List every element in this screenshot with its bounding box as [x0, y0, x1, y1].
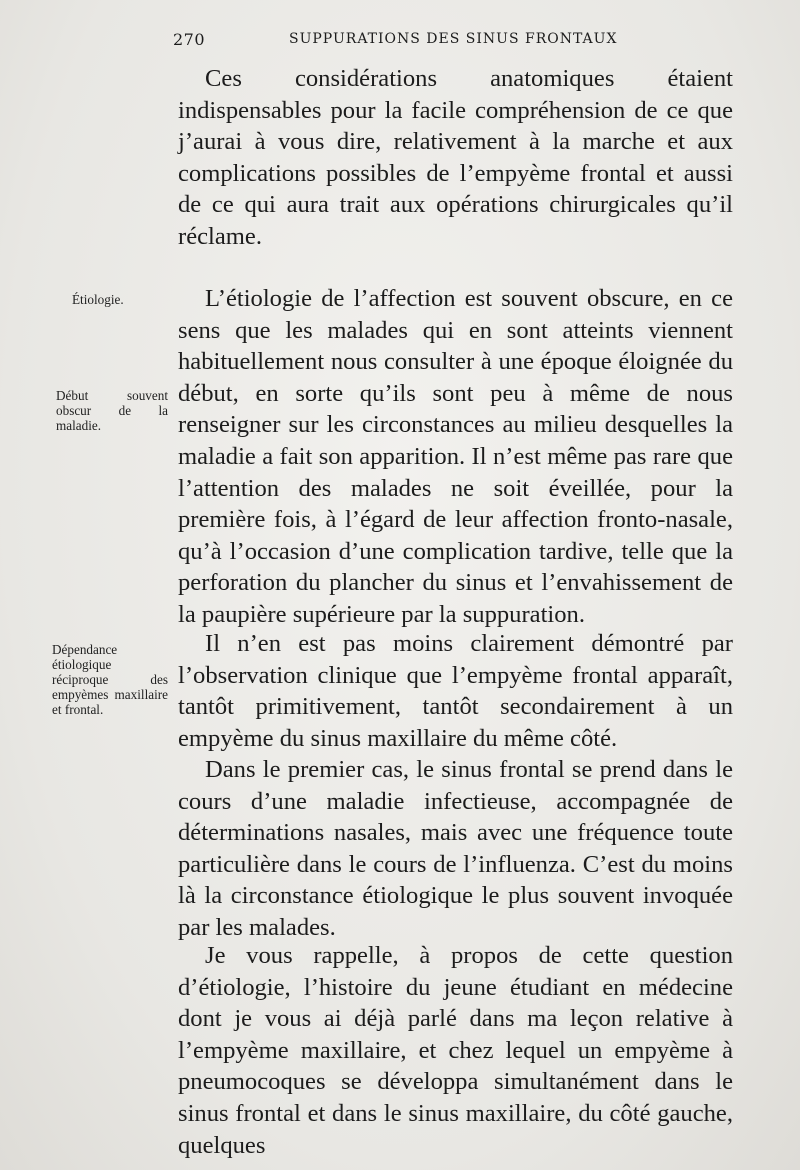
- margin-note-debut: Début souvent obscur de la maladie.: [56, 388, 168, 433]
- margin-note-dependance: Dépendance étiologique réciproque des empyèmes maxillaire et frontal.: [52, 642, 168, 717]
- paragraph-considerations: [178, 63, 733, 253]
- paragraph-text: L’étiologie de l’affection est souvent obscure, en ce sens que les malades qui en sont atteints viennent habituellement nous consulter à une époque éloignée du début, en sorte qu’ils sont peu à même de nous renseigner sur les circonstances au milieu desquelles la maladie a fait son apparition. Il n’est même pas rare que l’attention des malades ne soit éveillée, pour la première fois, à l’égard de leur affection fronto-nasale, qu’à l’occasion d’une complication tardive, telle que la perforation du plancher du sinus et l’envahissement de la paupière supérieure par la suppuration.: [178, 285, 733, 628]
- paragraph-text: Ces considérations anatomiques étaient indispensables pour la facile compréhension de ce que j’aurai à vous dire, relativement à la marche et aux complications possibles de l’empyème frontal et aussi de ce qui aura trait aux opérations chirurgicales qu’il réclame.: [178, 65, 733, 250]
- running-header: [173, 30, 733, 54]
- paragraph-etiologie: [178, 283, 733, 631]
- paragraph-dependance: [178, 628, 733, 754]
- paragraph-text: Il n’en est pas moins clairement démontré par l’observation clinique que l’empyème frontal apparaît, tantôt primitivement, tantôt secondairement à un empyème du sinus maxillaire du même côté.: [178, 630, 733, 752]
- margin-note-etiologie: Étiologie.: [72, 292, 124, 307]
- paragraph-text: Dans le premier cas, le sinus frontal se prend dans le cours d’une maladie infectieuse, accompagnée de déterminations nasales, mais avec une fréquence toute particulière dans le cours de l’influenza. C’est du moins là la circonstance étiologique le plus souvent invoquée par les malades.: [178, 756, 733, 941]
- paragraph-premier-cas: [178, 754, 733, 944]
- running-title: SUPPURATIONS DES SINUS FRONTAUX: [289, 31, 618, 47]
- page-number: 270: [173, 30, 206, 49]
- paragraph-text: Je vous rappelle, à propos de cette question d’étiologie, l’histoire du jeune étudiant en médecine dont je vous ai déjà parlé dans ma leçon relative à l’empyème maxillaire, et chez lequel un empyème à pneumocoques se développa simultanément dans le sinus frontal et dans le sinus maxillaire, du côté gauche, quelques: [178, 942, 733, 1159]
- paragraph-rappel: [178, 940, 733, 1161]
